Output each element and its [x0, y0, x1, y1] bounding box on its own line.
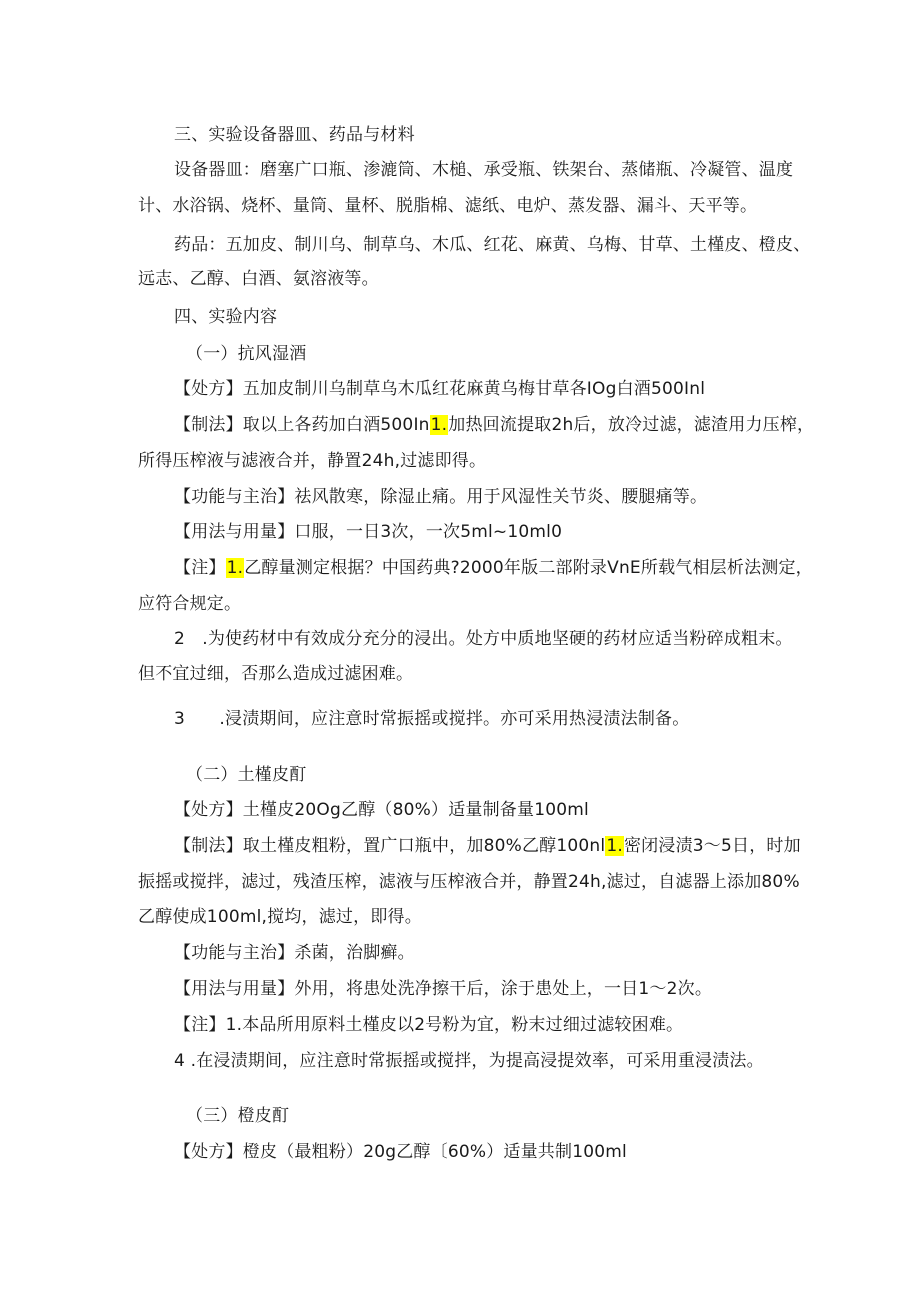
section3-heading: 三、实验设备器皿、药品与材料: [174, 125, 415, 145]
prescription1-title: （一）抗风湿酒: [186, 344, 307, 364]
prescription2-method-line-2: 振摇或搅拌，滤过，残渣压榨，滤液与压榨液合并，静置24h,滤过，自滤器上添加80%: [138, 872, 800, 892]
prescription3-formula: 【处方】橙皮（最粗粉）20g乙醇〔60%）适量共制100ml: [174, 1142, 627, 1162]
prescription2-method-line-1: [174, 835, 801, 857]
highlight-mark: 1.: [430, 415, 448, 435]
prescription1-formula: 【处方】五加皮制川乌制草乌木瓜红花麻黄乌梅甘草各IOg白酒500Inl: [174, 379, 706, 399]
prescription2-note: 【注】1.本品所用原料土槿皮以2号粉为宜，粉末过细过滤较困难。: [174, 1015, 684, 1035]
note-label: 【注】: [174, 558, 226, 578]
note4: 4 .在浸渍期间，应注意时常振摇或搅拌，为提高浸提效率，可采用重浸渍法。: [174, 1051, 764, 1071]
prescription1-function: 【功能与主治】祛风散寒，除湿止痛。用于风湿性关节炎、腰腿痛等。: [174, 487, 708, 507]
equipment-line-1: 设备器皿：磨塞广口瓶、渗漉筒、木槌、承受瓶、铁架台、蒸储瓶、冷凝管、温度: [174, 160, 794, 180]
prescription2-title: （二）土槿皮酊: [186, 765, 307, 785]
drugs-line-2: 远志、乙醇、白酒、氨溶液等。: [138, 269, 379, 289]
prescription2-formula: 【处方】土槿皮20Og乙醇（80%）适量制备量100ml: [174, 800, 589, 820]
prescription2-method-line-3: 乙醇使成100ml,搅均，滤过，即得。: [138, 907, 422, 927]
prescription1-method-line-2: 所得压榨液与滤液合并，静置24h,过滤即得。: [138, 451, 487, 471]
prescription1-method-line-1: [174, 414, 814, 436]
note3: 3 .浸渍期间，应注意时常振摇或搅拌。亦可采用热浸渍法制备。: [174, 709, 690, 729]
section4-heading: 四、实验内容: [174, 307, 278, 327]
method-text-a: 【制法】取以上各药加白酒500In: [174, 415, 430, 435]
drugs-line-1: 药品：五加皮、制川乌、制草乌、木瓜、红花、麻黄、乌梅、甘草、土槿皮、橙皮、: [174, 235, 811, 255]
prescription2-function: 【功能与主治】杀菌，治脚癣。: [174, 943, 415, 963]
note-text: 乙醇量测定根据？中国药典?2000年版二部附录VnE所载气相层析法测定，: [244, 558, 813, 578]
prescription1-note-line-1: [174, 557, 813, 579]
method-text-a: 【制法】取土槿皮粗粉，置广口瓶中，加80%乙醇100nl: [174, 836, 606, 856]
note2-line-1: 2 .为使药材中有效成分充分的浸出。处方中质地坚硬的药材应适当粉碎成粗末。: [174, 629, 793, 649]
prescription1-usage: 【用法与用量】口服，一日3次，一次5ml~10ml0: [174, 522, 563, 542]
method-text-b: 密闭浸渍3～5日，时加: [623, 836, 801, 856]
equipment-line-2: 计、水浴锅、烧杯、量筒、量杯、脱脂棉、滤纸、电炉、蒸发器、漏斗、天平等。: [138, 196, 758, 216]
note2-line-2: 但不宜过细，否那么造成过滤困难。: [138, 664, 414, 684]
prescription3-title: （三）橙皮酊: [186, 1106, 290, 1126]
highlight-mark: 1.: [606, 836, 623, 856]
method-text-b: 加热回流提取2h后，放冷过滤，滤渣用力压榨，: [448, 415, 815, 435]
prescription2-usage: 【用法与用量】外用，将患处洗净擦干后，涂于患处上，一日1～2次。: [174, 979, 713, 999]
highlight-mark: 1.: [226, 558, 244, 578]
prescription1-note-line-2: 应符合规定。: [138, 594, 242, 614]
